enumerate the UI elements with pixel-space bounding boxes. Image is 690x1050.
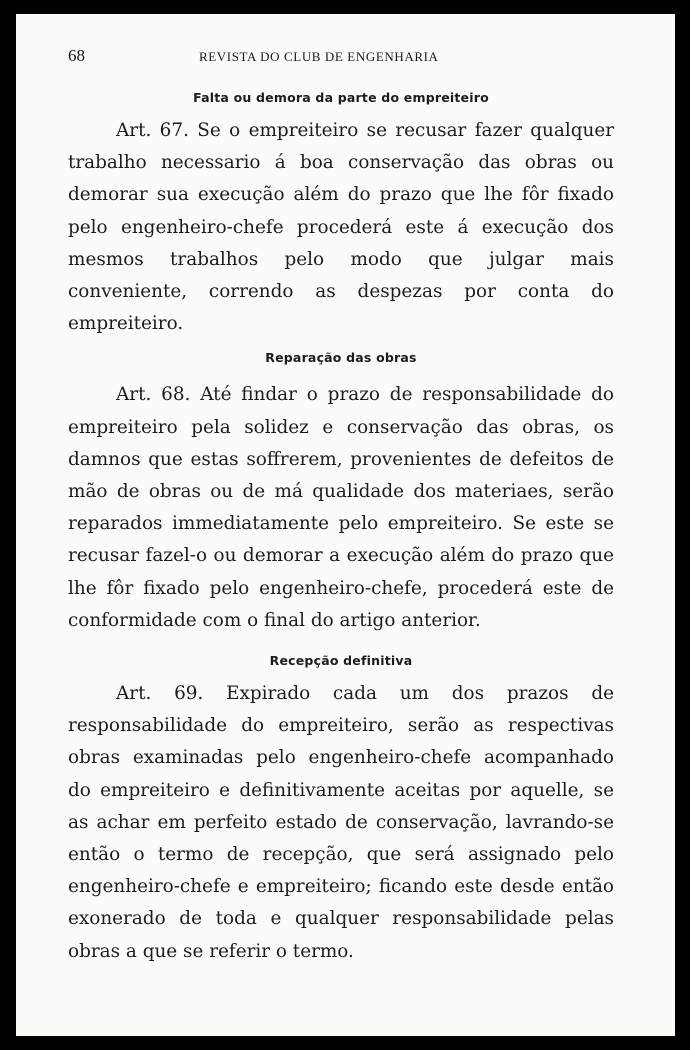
- page-number: 68: [68, 46, 85, 65]
- journal-title: REVISTA DO CLUB DE ENGENHARIA: [199, 49, 439, 64]
- article-68-text: Art. 68. Até findar o prazo de responsabilidade do empreiteiro pela solidez e conservação das obras, os damnos que estas soffrerem, provenientes de defeitos de mão de obras ou de má qualidade dos materiaes, serão reparados immediatamente pelo empreiteiro. Se este se recusar fazel-o ou demorar a execução além do prazo que lhe fôr fixado pelo engenheiro-chefe, procederá este de conformidade com o final do artigo anterior.: [68, 384, 614, 631]
- section-heading-falta-ou-demora: Falta ou demora da parte do empreiteiro: [193, 90, 489, 105]
- article-67-text: Art. 67. Se o empreiteiro se recusar fazer qualquer trabalho necessario á boa conservação das obras ou demorar sua execução além do prazo que lhe fôr fixado pelo engenheiro-chefe procederá este á execução dos mesmos trabalhos pelo modo que julgar mais conveniente, correndo as despezas por conta do empreiteiro.: [68, 120, 614, 335]
- section-heading-reparacao: Reparação das obras: [265, 350, 417, 366]
- page-body: [68, 90, 614, 968]
- article-69-text: Art. 69. Expirado cada um dos prazos de responsabilidade do empreiteiro, serão as respectivas obras examinadas pelo engenheiro-chefe acompanhado do empreiteiro e definitivamente aceitas por aquelle, se as achar em perfeito estado de conservação, lavrando-se então o termo de recepção, que será assignado pelo engenheiro-chefe e empreiteiro; ficando este desde então exonerado de toda e qualquer responsabilidade pelas obras a que se referir o termo.: [68, 683, 614, 962]
- book-page: [16, 14, 675, 1036]
- section-heading-recepcao-definitiva: Recepção definitiva: [269, 653, 413, 669]
